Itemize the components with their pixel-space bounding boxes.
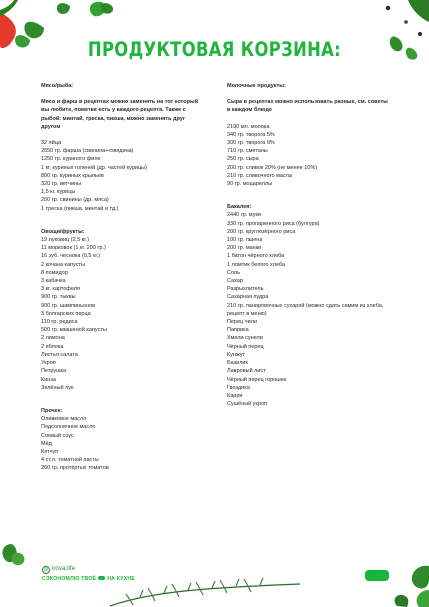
list-item: 2 лимона <box>41 335 65 342</box>
basil-leaves-decoration-top <box>82 0 122 24</box>
list-item: 3 кг. картофеля <box>41 286 81 293</box>
list-item: 900 гр. шампиньонов <box>41 302 96 309</box>
list-item: Паприка <box>227 327 249 334</box>
footer-slogan-left: СЭКОНОМЛЮ ТВОЁ <box>42 576 97 582</box>
list-item: Сахар <box>227 278 243 285</box>
list-item: 340 гр. творога 5% <box>227 131 275 138</box>
list-item: 200 гр. круглозёрного риса <box>227 228 296 235</box>
section-heading-grocery: Бакалея: <box>227 204 252 211</box>
footer-slogan <box>42 576 135 582</box>
footer-site-link[interactable] <box>42 565 75 574</box>
list-item: 2440 гр. муки <box>227 212 261 219</box>
list-item: 500 гр. квашеной капусты <box>41 327 107 334</box>
list-item: 320 гр. ветчины <box>41 181 82 188</box>
list-item: Перец чили <box>227 319 258 326</box>
list-item: Мёд <box>41 440 52 447</box>
section-heading-other: Прочее: <box>41 407 63 414</box>
veg-list <box>41 236 201 392</box>
list-item: 8 помидор <box>41 269 68 276</box>
list-item: 16 зуб. чеснока (0,5 кг.) <box>41 253 101 260</box>
basil-decoration-bottom-left <box>0 540 40 580</box>
list-item: Листья салата <box>41 351 78 358</box>
footer-site-text: irova.life <box>52 565 76 572</box>
list-item: Сушёный укроп <box>227 401 268 408</box>
list-item: 1 треска (пикша, минтай и тд.) <box>41 205 119 212</box>
list-item: Чёрный перец <box>227 343 264 350</box>
list-item: Подсолнечное масло <box>41 424 96 431</box>
list-item: 250 гр. сыра <box>227 156 259 163</box>
list-item: 110 гр. редиса <box>41 319 78 326</box>
clock-pill-icon <box>98 576 105 580</box>
list-item: Карри <box>227 392 243 399</box>
list-item: 1250 гр. куриного филе <box>41 156 101 163</box>
grocery-list <box>227 211 392 408</box>
meat-list <box>41 139 201 213</box>
list-item: 19 луковиц (2,5 кг.) <box>41 237 89 244</box>
list-item: 1,5 кг. курицы <box>41 189 76 196</box>
list-item: 2 яблока <box>41 343 64 350</box>
list-item: 2190 мл. молока <box>227 123 270 130</box>
dairy-note: Сыра в рецептах можно использовать разные, см. советы в каждом блюде <box>227 99 388 114</box>
list-item: 1 кг. куриных голеней (др. частей курицы) <box>41 164 147 171</box>
list-item: Сахарная пудра <box>227 294 269 301</box>
list-item: 200 гр. манки <box>227 245 262 252</box>
list-item: 210 гр. панировочных сухарей (можно сдать самим из хлеба, рецепт в меню) <box>227 302 384 317</box>
list-item: 300 гр. творога 9% <box>227 140 275 147</box>
list-item: 200 гр. протёртых томатов <box>41 465 109 472</box>
green-badge <box>365 570 389 581</box>
list-item: 11 морковок (1 кг. 200 гр.) <box>41 245 106 252</box>
list-item: 200 гр. свинины (др. мяса) <box>41 197 109 204</box>
list-item: 3 кабачка <box>41 278 66 285</box>
list-item: 800 гр. куриных крыльев <box>41 172 104 179</box>
list-item: Кунжут <box>227 351 246 358</box>
rosemary-decoration-bottom <box>110 578 300 607</box>
section-heading-dairy: Молочные продукты: <box>227 83 286 89</box>
list-item: 210 гр. сливочного масла <box>227 172 292 179</box>
list-item: 900 гр. тыквы <box>41 294 76 301</box>
other-list <box>41 415 201 472</box>
list-item: Чёрный перец горошек <box>227 376 287 383</box>
list-item: Петрушка <box>41 368 67 375</box>
left-column <box>41 82 201 473</box>
list-item: 32 яйца <box>41 140 61 147</box>
section-heading-veg: Овощи/фрукты: <box>41 228 85 235</box>
list-item: Кетчуп <box>41 448 59 455</box>
list-item: 330 гр. пропаренного риса (булгура) <box>227 220 320 227</box>
footer-slogan-right: НА КУХНЕ <box>107 576 135 582</box>
right-column <box>227 82 392 408</box>
list-item: Лавровый лист <box>227 368 266 375</box>
list-item: Базилик <box>227 360 248 367</box>
list-item: 100 гр. пшена <box>227 237 263 244</box>
list-item: 1 ломтик белого хлеба <box>227 261 286 268</box>
page-title: ПРОДУКТОВАЯ КОРЗИНА: <box>87 38 342 61</box>
list-item: 90 гр. моцареллы <box>227 181 273 188</box>
list-item: Гвоздика <box>227 384 250 391</box>
list-item: Разрыхлитель <box>227 286 264 293</box>
list-item: 2 кочана капусты <box>41 261 86 268</box>
list-item: Кинза <box>41 376 56 383</box>
section-heading-meat: Мясо/рыба: <box>41 83 74 89</box>
at-sign-icon: @ <box>43 567 49 572</box>
leaves-decoration-bottom-right <box>385 556 429 607</box>
list-item: 4 ст.л. томатной пасты <box>41 457 99 464</box>
list-item: Оливковое масло <box>41 416 87 423</box>
list-item: 2550 гр. фарша (свинина+говядина) <box>41 148 134 155</box>
list-item: Зелёный лук <box>41 384 74 391</box>
list-item: Соль <box>227 269 240 276</box>
list-item: 1 батон чёрного хлеба <box>227 253 285 260</box>
list-item: Укроп <box>41 360 56 367</box>
dairy-list <box>227 123 392 189</box>
list-item: 710 гр. сметаны <box>227 148 268 155</box>
list-item: 200 гр. сливок 20% (не менее 10%) <box>227 164 318 171</box>
list-item: Хмели сунели <box>227 335 263 342</box>
list-item: 3 болгарских перца <box>41 310 91 317</box>
meat-note: Мясо и фарш в рецептах можно заменять на тот который вы любите, пометки есть у каждого рецепта. Также с рыбой: минтай, треска, пикша, можно заменять друг другом <box>41 99 199 130</box>
list-item: Соевый соус <box>41 432 74 439</box>
